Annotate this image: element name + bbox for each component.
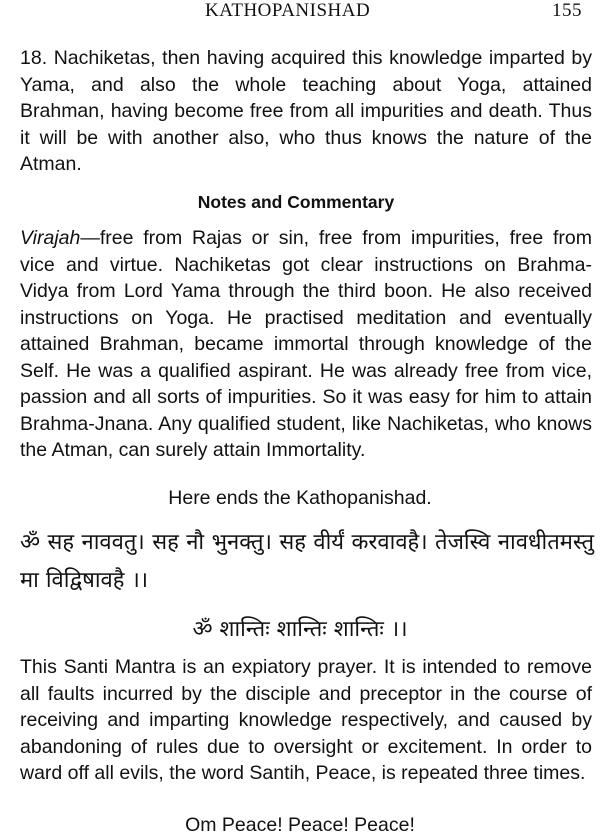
commentary-paragraph bbox=[20, 225, 592, 464]
ending-line: Here ends the Kathopanishad. bbox=[168, 487, 432, 509]
shanti-mantra-verse: ॐ सह नाववतु। सह नौ भुनक्तु। सह वीर्यं करवावहै। तेजस्वि नावधीतमस्तु मा विद्विषावहै ।। bbox=[20, 530, 594, 593]
running-header bbox=[0, 0, 600, 24]
commentary-term: Virajah bbox=[20, 227, 81, 249]
shanti-peace-line: ॐ शान्तिः शान्तिः शान्तिः ।। bbox=[192, 617, 408, 642]
page-number: 155 bbox=[552, 0, 582, 21]
closing-line: Om Peace! Peace! Peace! bbox=[185, 814, 415, 836]
verse-18-paragraph: 18. Nachiketas, then having acquired this knowledge imparted by Yama, and also the whole teaching about Yoga, attained Brahman, having become free from all impurities and death. Thus it will be with another also, who thus knows the nature of the Atman. bbox=[20, 47, 592, 175]
santi-mantra-explanation: This Santi Mantra is an expiatory prayer. It is intended to remove all faults incurred by the disciple and preceptor in the course of receiving and imparting knowledge respectively, and caused by abandoning of rules due to oversight or excitement. In order to ward off all evils, the word Santih, Peace, is repeated three times. bbox=[20, 656, 592, 784]
running-title: KATHOPANISHAD bbox=[205, 0, 371, 21]
notes-heading: Notes and Commentary bbox=[197, 192, 395, 212]
commentary-text: —free from Rajas or sin, free from impurities, free from vice and virtue. Nachiketas got clear instructions on Brahma-Vidya from Lord Yama through the third boon. He also received instructions on Yoga. He practised meditation and eventually attained Brahman, became immortal through knowledge of the Self. He was a qualified aspirant. He was already free from vice, passion and all sorts of impurities. So it was easy for him to attain Brahma-Jnana. Any qualified student, like Nachiketas, who knows the Atman, can surely attain Immortality. bbox=[20, 227, 592, 461]
